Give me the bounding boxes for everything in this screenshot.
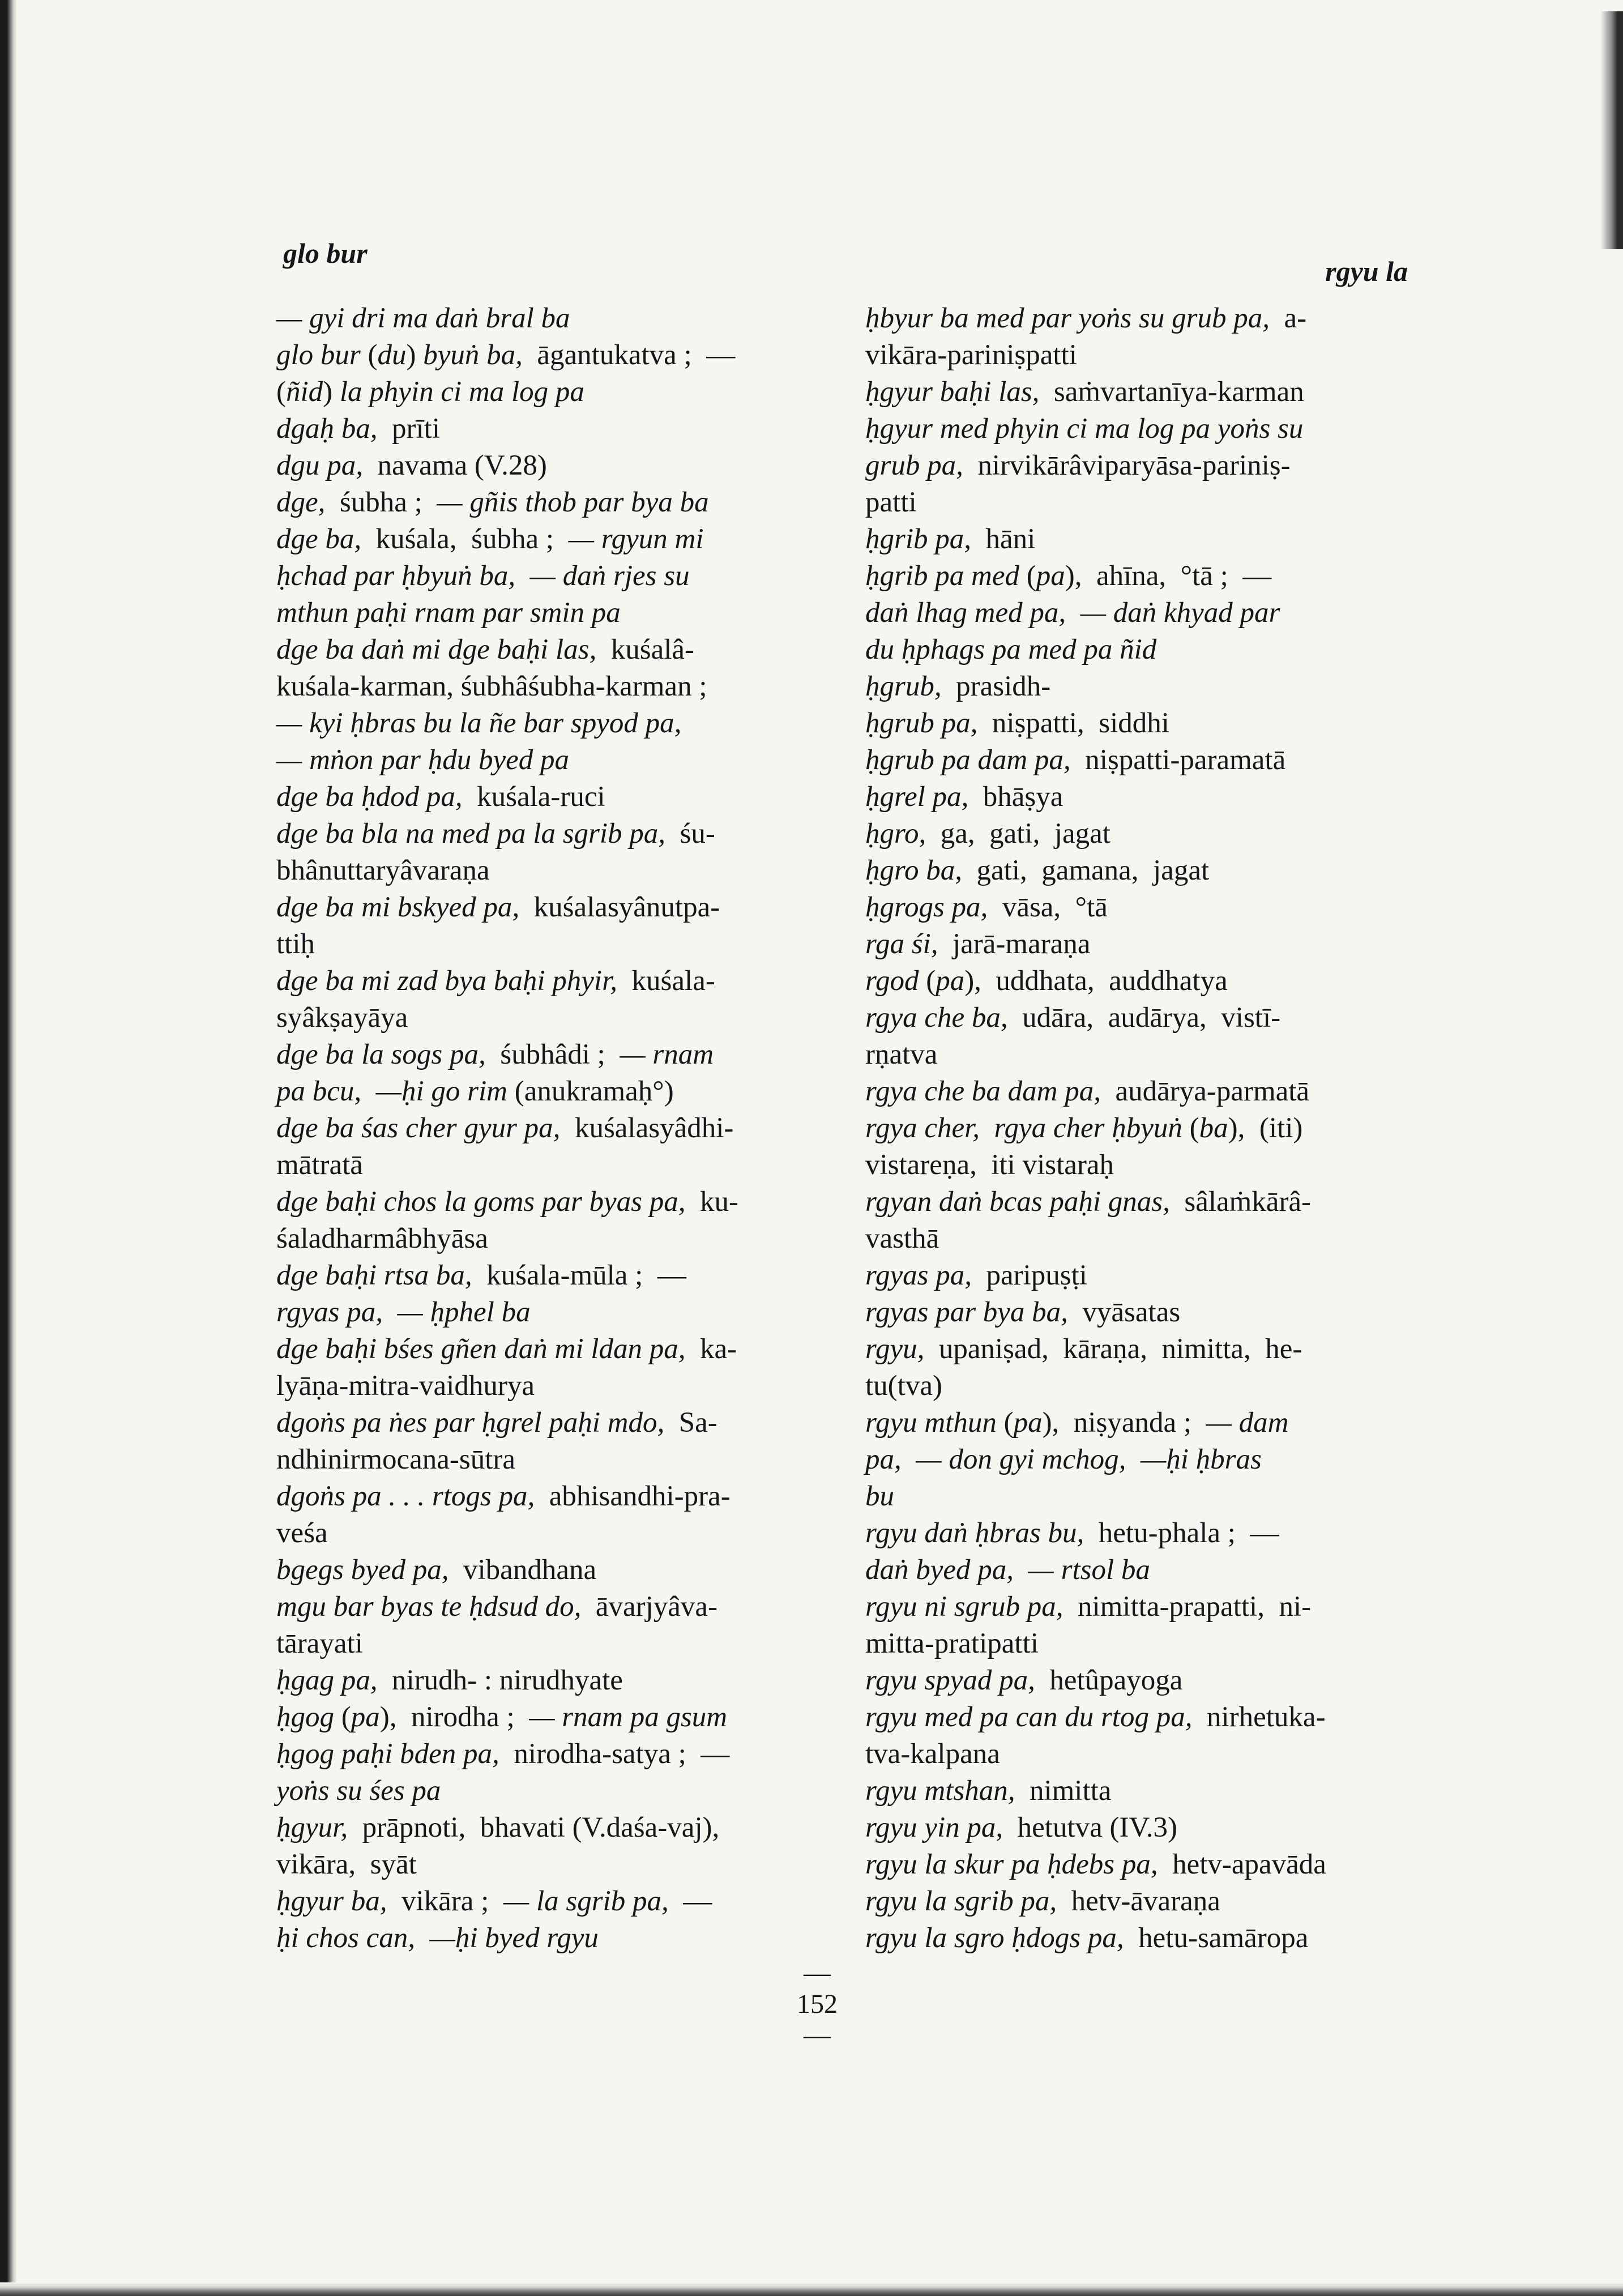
dictionary-line: ḥbyur ba med par yoṅs su grub pa, a- xyxy=(865,302,1307,334)
dictionary-line: ḥi chos can, —ḥi byed rgyu xyxy=(276,1922,599,1954)
dictionary-line: ḥgro ba, gati, gamana, jagat xyxy=(865,855,1210,886)
left-column xyxy=(276,300,820,1957)
dictionary-line: — mṅon par ḥdu byed pa xyxy=(276,744,570,776)
dictionary-line: vikāra, syāt xyxy=(276,1849,417,1880)
dictionary-line: — gyi dri ma daṅ bral ba xyxy=(276,302,570,334)
running-head-right: rgyu la xyxy=(1325,255,1408,287)
dictionary-line: rgyu yin pa, hetutva (IV.3) xyxy=(865,1812,1177,1843)
dictionary-line: dge, śubha ; — gñis thob par bya ba xyxy=(276,486,709,518)
dictionary-line: ḥgro, ga, gati, jagat xyxy=(865,818,1111,850)
dictionary-line: ḥgag pa, nirudh- : nirudhyate xyxy=(276,1665,623,1696)
dictionary-line: bgegs byed pa, vibandhana xyxy=(276,1554,597,1586)
dictionary-line: ḥgyur ba, vikāra ; — la sgrib pa, — xyxy=(276,1885,712,1917)
dictionary-line: ḥgrib pa med (pa), ahīna, °tā ; — xyxy=(865,560,1272,592)
dictionary-line: syâkṣayāya xyxy=(276,1002,408,1034)
dictionary-line: dge baḥi chos la goms par byas pa, ku- xyxy=(276,1186,738,1218)
dictionary-line: pa, — don gyi mchog, —ḥi ḥbras xyxy=(865,1444,1262,1475)
dictionary-line: rgya cher, rgya cher ḥbyuṅ (ba), (iti) xyxy=(865,1112,1303,1144)
dictionary-line: dge baḥi bśes gñen daṅ mi ldan pa, ka- xyxy=(276,1333,737,1365)
dictionary-line: rgya che ba, udāra, audārya, vistī- xyxy=(865,1002,1281,1034)
dictionary-line: dge ba mi bskyed pa, kuśalasyânutpa- xyxy=(276,891,720,923)
dictionary-line: rgyu med pa can du rtog pa, nirhetuka- xyxy=(865,1701,1326,1733)
dictionary-line: ḥgrel pa, bhāṣya xyxy=(865,781,1064,813)
dictionary-line: ḥgyur, prāpnoti, bhavati (V.daśa-vaj), xyxy=(276,1812,720,1843)
dictionary-line: dgaḥ ba, prīti xyxy=(276,413,440,445)
dictionary-line: rgyas pa, — ḥphel ba xyxy=(276,1296,531,1328)
dictionary-line: ḥgrub, prasidh- xyxy=(865,671,1051,702)
dictionary-line: ḥgog paḥi bden pa, nirodha-satya ; — xyxy=(276,1738,730,1770)
dictionary-line: daṅ lhag med pa, — daṅ khyad par xyxy=(865,597,1280,629)
dictionary-line: lyāṇa-mitra-vaidhurya xyxy=(276,1370,535,1402)
dictionary-line: tārayati xyxy=(276,1628,363,1659)
dictionary-line: ḥgrub pa, niṣpatti, siddhi xyxy=(865,707,1169,739)
scan-edge-bottom xyxy=(0,2282,1623,2296)
dictionary-line: (ñid) la phyin ci ma log pa xyxy=(276,376,584,408)
dictionary-line: ttiḥ xyxy=(276,928,315,960)
dictionary-line: ḥgrub pa dam pa, niṣpatti-paramatā xyxy=(865,744,1286,776)
dictionary-line: dge ba la sogs pa, śubhâdi ; — rnam xyxy=(276,1039,714,1070)
dictionary-line: ḥchad par ḥbyuṅ ba, — daṅ rjes su xyxy=(276,560,690,592)
dictionary-line: yoṅs su śes pa xyxy=(276,1775,441,1807)
dictionary-line: dgu pa, navama (V.28) xyxy=(276,450,547,481)
dictionary-line: dge ba śas cher gyur pa, kuśalasyâdhi- xyxy=(276,1112,734,1144)
dictionary-line: rgyu daṅ ḥbras bu, hetu-phala ; — xyxy=(865,1517,1279,1549)
dictionary-line: kuśala-karman, śubhâśubha-karman ; xyxy=(276,671,707,702)
dictionary-line: vikāra-pariniṣpatti xyxy=(865,339,1077,371)
dictionary-line: rga śi, jarā-maraṇa xyxy=(865,928,1091,960)
dictionary-line: grub pa, nirvikārâviparyāsa-pariniṣ- xyxy=(865,450,1291,481)
dictionary-line: rgyu la skur pa ḥdebs pa, hetv-apavāda xyxy=(865,1849,1326,1880)
dictionary-line: du ḥphags pa med pa ñid xyxy=(865,634,1157,665)
dictionary-line: daṅ byed pa, — rtsol ba xyxy=(865,1554,1150,1586)
dictionary-line: rgya che ba dam pa, audārya-parmatā xyxy=(865,1076,1310,1107)
dictionary-line: vistareṇa, iti vistaraḥ xyxy=(865,1149,1114,1181)
dictionary-line: rgyu la sgrib pa, hetv-āvaraṇa xyxy=(865,1885,1220,1917)
dictionary-line: mitta-pratipatti xyxy=(865,1628,1039,1659)
dictionary-line: rgyu spyad pa, hetûpayoga xyxy=(865,1665,1183,1696)
scan-edge-left xyxy=(0,0,17,2296)
dictionary-line: bu xyxy=(865,1480,894,1512)
dictionary-line: — kyi ḥbras bu la ñe bar spyod pa, xyxy=(276,707,682,739)
dictionary-line: pa bcu, —ḥi go rim (anukramaḥ°) xyxy=(276,1076,674,1107)
dictionary-line: rgyas pa, paripuṣṭi xyxy=(865,1260,1087,1291)
dictionary-line: ndhinirmocana-sūtra xyxy=(276,1444,516,1475)
dictionary-line: patti xyxy=(865,486,917,518)
dictionary-line: ḥgyur med phyin ci ma log pa yoṅs su xyxy=(865,413,1304,445)
page-number: — 152 — xyxy=(797,1958,838,2050)
dictionary-line: rgyu, upaniṣad, kāraṇa, nimitta, he- xyxy=(865,1333,1302,1365)
dictionary-line: śaladharmâbhyāsa xyxy=(276,1223,488,1254)
scan-edge-right xyxy=(1600,11,1623,249)
dictionary-line: dge ba mi zad bya baḥi phyir, kuśala- xyxy=(276,965,715,997)
dictionary-line: rgyan daṅ bcas paḥi gnas, sâlaṁkārâ- xyxy=(865,1186,1312,1218)
dictionary-line: ḥgog (pa), nirodha ; — rnam pa gsum xyxy=(276,1701,728,1733)
dictionary-line: rgyu mthun (pa), niṣyanda ; — dam xyxy=(865,1407,1289,1439)
dictionary-line: rgyu ni sgrub pa, nimitta-prapatti, ni- xyxy=(865,1591,1312,1623)
dictionary-line: dgoṅs pa ṅes par ḥgrel paḥi mdo, Sa- xyxy=(276,1407,717,1439)
running-head-left: glo bur xyxy=(283,237,368,269)
dictionary-line: glo bur (du) byuṅ ba, āgantukatva ; — xyxy=(276,339,736,371)
dictionary-line: tva-kalpana xyxy=(865,1738,1000,1770)
dictionary-line: rgyu la sgro ḥdogs pa, hetu-samāropa xyxy=(865,1922,1309,1954)
dictionary-line: bhânuttaryâvaraṇa xyxy=(276,855,490,886)
dictionary-line: dge ba bla na med pa la sgrib pa, śu- xyxy=(276,818,715,850)
dictionary-line: veśa xyxy=(276,1517,328,1549)
dictionary-line: vasthā xyxy=(865,1223,939,1254)
dictionary-line: ḥgyur baḥi las, saṁvartanīya-karman xyxy=(865,376,1304,408)
dictionary-line: ḥgrogs pa, vāsa, °tā xyxy=(865,891,1108,923)
dictionary-line: tu(tva) xyxy=(865,1370,942,1402)
dictionary-line: rgod (pa), uddhata, auddhatya xyxy=(865,965,1228,997)
dictionary-line: rṇatva xyxy=(865,1039,938,1070)
dictionary-line: ḥgrib pa, hāni xyxy=(865,523,1036,555)
dictionary-line: dge ba ḥdod pa, kuśala-ruci xyxy=(276,781,605,813)
dictionary-line: rgyu mtshan, nimitta xyxy=(865,1775,1112,1807)
dictionary-line: dge baḥi rtsa ba, kuśala-mūla ; — xyxy=(276,1260,686,1291)
dictionary-line: mgu bar byas te ḥdsud do, āvarjyâva- xyxy=(276,1591,718,1623)
dictionary-line: mthun paḥi rnam par smin pa xyxy=(276,597,621,629)
dictionary-line: dge ba daṅ mi dge baḥi las, kuśalâ- xyxy=(276,634,694,665)
dictionary-line: rgyas par bya ba, vyāsatas xyxy=(865,1296,1181,1328)
right-column xyxy=(865,300,1409,1957)
dictionary-line: dge ba, kuśala, śubha ; — rgyun mi xyxy=(276,523,704,555)
dictionary-line: mātratā xyxy=(276,1149,363,1181)
dictionary-line: dgoṅs pa . . . rtogs pa, abhisandhi-pra- xyxy=(276,1480,731,1512)
